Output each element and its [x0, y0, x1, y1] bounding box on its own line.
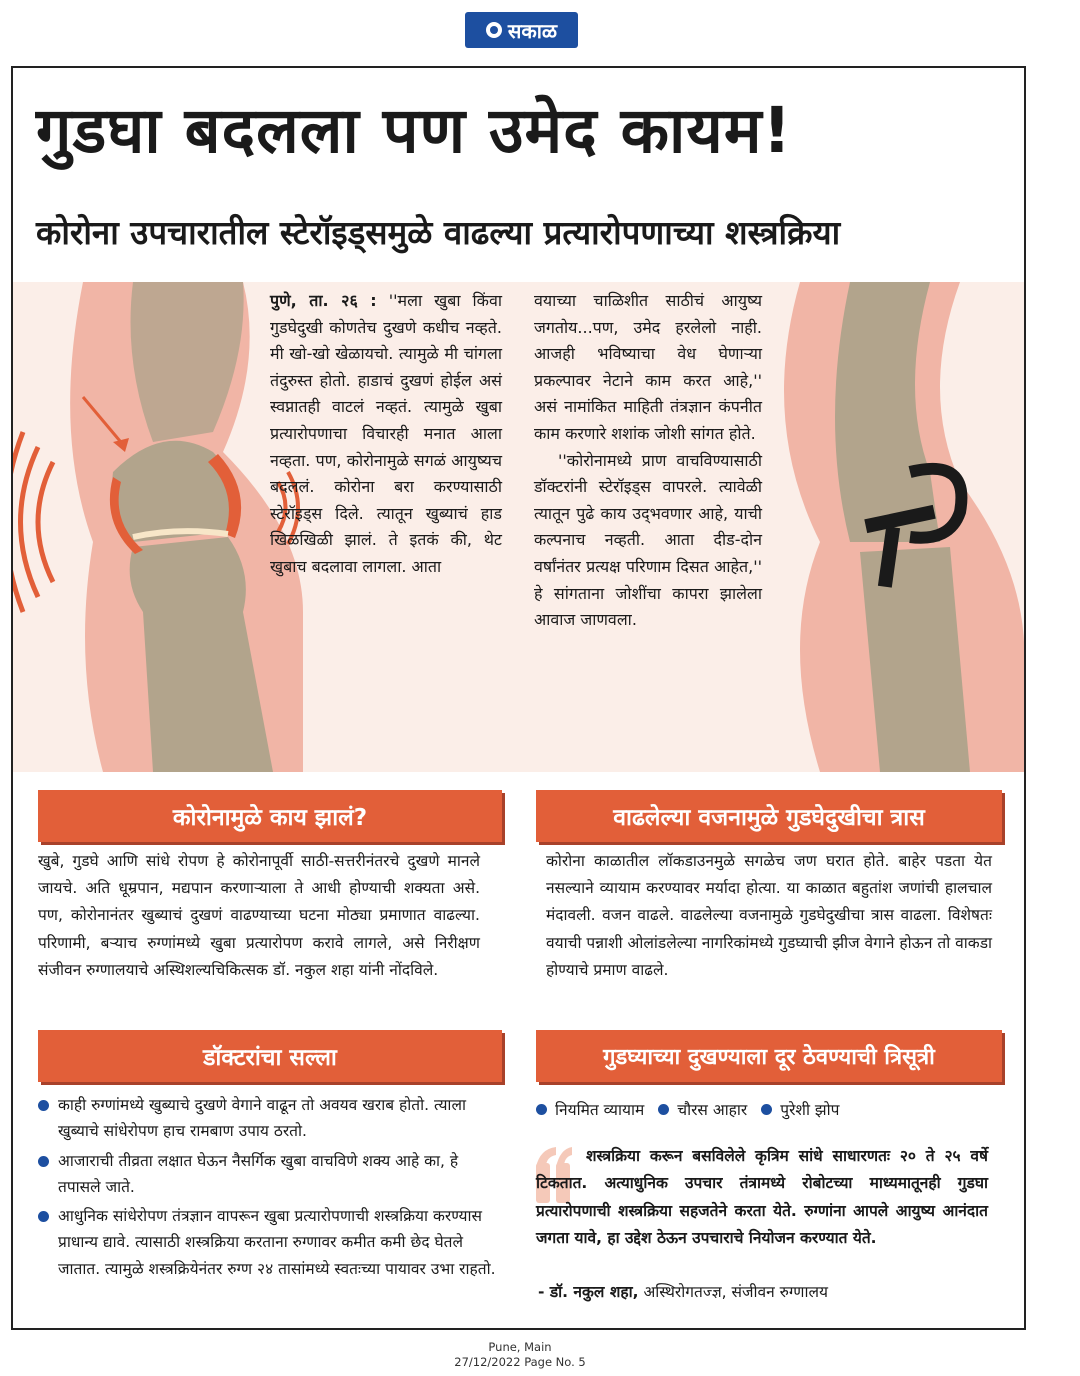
story-right-text-2: ''कोरोनामध्ये प्राण वाचविण्यासाठी डॉक्टरांनी स्टेरॉइड्स वापरले. त्यावेळी त्यातून पुढे काय उद्‌भवणार आहे, याची कल्पनाच नव्हती. आता दीड-दोन वर्षांनंतर प्रत्यक्ष परिणाम दिसत आहेत,'' हे सांगताना जोशींचा कापरा झालेला आवाज जाणवला. [534, 450, 762, 630]
bullet-icon [658, 1104, 669, 1115]
tips-list [536, 1098, 1006, 1120]
footer-edition: Pune, Main [488, 1340, 552, 1354]
page-footer [440, 1340, 600, 1370]
painful-knee-illustration [13, 282, 313, 772]
tip-item: चौरस आहार [658, 1098, 747, 1120]
bullet-icon [761, 1104, 772, 1115]
quote-attribution [538, 1280, 998, 1302]
knee-implant-illustration [760, 282, 1024, 772]
story-left-text: ''मला खुबा किंवा गुडघेदुखी कोणतेच दुखणे कधीच नव्हते. मी खो-खो खेळायचो. त्यामुळे मी चांगला तंदुरुस्त होतो. हाडाचं दुखणं होईल असं स्वप्नातही वाटलं नव्हतं. त्यामुळे खुबा प्रत्यारोपणाचा विचारही मनात आला नव्हता. पण, कोरोनामुळे सगळं आयुष्यच बदललं. कोरोना बरा करण्यासाठी स्टेरॉइड्स दिले. त्यातून खुब्याचं हाड खिळखिळी झालं. ते इतकं की, थेट खुबाच बदलावा लागला. आता [270, 291, 503, 576]
section-title-advice: डॉक्टरांचा सल्ला [38, 1030, 502, 1082]
advice-item: आधुनिक सांधेरोपण तंत्रज्ञान वापरून खुबा प्रत्यारोपणाची शस्त्रक्रिया करण्यास प्राधान्य द्यावे. त्यासाठी शस्त्रक्रिया करताना रुग्णावर कमीत कमी छेद घेतले जातात. त्यामुळे शस्त्रक्रियेनंतर रुग्ण २४ तासांमध्ये स्वतःच्या पायावर उभा राहतो. [38, 1203, 504, 1282]
subheadline: कोरोना उपचारातील स्टेरॉइड्समुळे वाढल्या प्रत्यारोपणाच्या शस्त्रक्रिया [36, 213, 841, 252]
section-title-tips: गुडघ्याच्या दुखण्याला दूर ठेवण्याची त्रिसूत्री [536, 1030, 1002, 1082]
story-column-right [534, 288, 762, 634]
masthead-logo [465, 12, 578, 48]
attribution-role: अस्थिरोगतज्ज्ञ, संजीवन रुग्णालय [643, 1283, 828, 1301]
section-body-corona: खुबे, गुडघे आणि सांधे रोपण हे कोरोनापूर्वी साठी-सत्तरीनंतरचे दुखणे मानले जायचे. अति धूम्रपान, मद्यपान करणाऱ्याला ते आधी होण्याची शक्यता असे. पण, कोरोनानंतर खुब्याचं दुखणं वाढण्याच्या घटना मोठ्या प्रमाणात वाढल्या. परिणामी, बऱ्याच रुग्णांमध्ये खुबा प्रत्यारोपण करावे लागले, असे निरीक्षण संजीवन रुग्णालयाचे अस्थिशल्यचिकित्सक डॉ. नकुल शहा यांनी नोंदविले. [38, 852, 480, 979]
section-title-corona: कोरोनामुळे काय झालं? [38, 790, 502, 842]
logo-mark-icon [486, 22, 502, 38]
bullet-icon [38, 1211, 49, 1222]
bullet-icon [38, 1156, 49, 1167]
tip-item: पुरेशी झोप [761, 1098, 839, 1120]
advice-item: आजाराची तीव्रता लक्षात घेऊन नैसर्गिक खुबा वाचविणे शक्य आहे का, हे तपासले जाते. [38, 1148, 504, 1201]
tip-item: नियमित व्यायाम [536, 1098, 644, 1120]
footer-date-page: 27/12/2022 Page No. 5 [454, 1355, 586, 1369]
bullet-icon [38, 1100, 49, 1111]
masthead-name: सकाळ [507, 18, 558, 43]
story-column-left [270, 288, 502, 581]
advice-item: काही रुग्णांमध्ये खुब्याचे दुखणे वेगाने वाढून तो अवयव खराब होतो. त्याला खुब्याचे सांधेरोपण हाच रामबाण उपाय ठरतो. [38, 1092, 504, 1145]
dateline: पुणे, ता. २६ : [270, 291, 377, 310]
headline: गुडघा बदलला पण उमेद कायम! [36, 94, 793, 167]
story-right-text-1: वयाच्या चाळिशीत साठीचं आयुष्य जगतोय...पण, उमेद हरलेलो नाही. आजही भविष्याचा वेध घेणाऱ्या प्रकल्पावर नेटाने काम करत आहे,'' असं नामांकित माहिती तंत्रज्ञान कंपनीत काम करणारे शशांक जोशी सांगत होते. [534, 291, 762, 443]
advice-list [38, 1092, 504, 1285]
expert-quote: शस्त्रक्रिया करून बसविलेले कृत्रिम सांधे साधारणतः २० ते २५ वर्षे टिकतात. अत्याधुनिक उपचार तंत्रामध्ये रोबोटच्या माध्यमातूनही गुडघा प्रत्यारोपणाची शस्त्रक्रिया सहजतेने करता येते. रुग्णांना आपले आयुष्य आनंदात जगता यावे, हा उद्देश ठेऊन उपचाराचे नियोजन करण्यात येते. [536, 1147, 988, 1247]
attribution-name: - डॉ. नकुल शहा, [538, 1283, 639, 1301]
bullet-icon [536, 1104, 547, 1115]
section-body-weight: कोरोना काळातील लॉकडाउनमुळे सगळेच जण घरात होते. बाहेर पडता येत नसल्याने व्यायाम करण्यावर मर्यादा होत्या. या काळात बहुतांश जणांची हालचाल मंदावली. वजन वाढले. वाढलेल्या वजनामुळे गुडघेदुखीचा त्रास वाढला. विशेषतः वयाची पन्नाशी ओलांडलेल्या नागरिकांमध्ये गुडघ्याची झीज वेगाने होऊन तो वाकडा होण्याचे प्रमाण वाढले. [546, 852, 992, 979]
section-title-weight: वाढलेल्या वजनामुळे गुडघेदुखीचा त्रास [536, 790, 1002, 842]
